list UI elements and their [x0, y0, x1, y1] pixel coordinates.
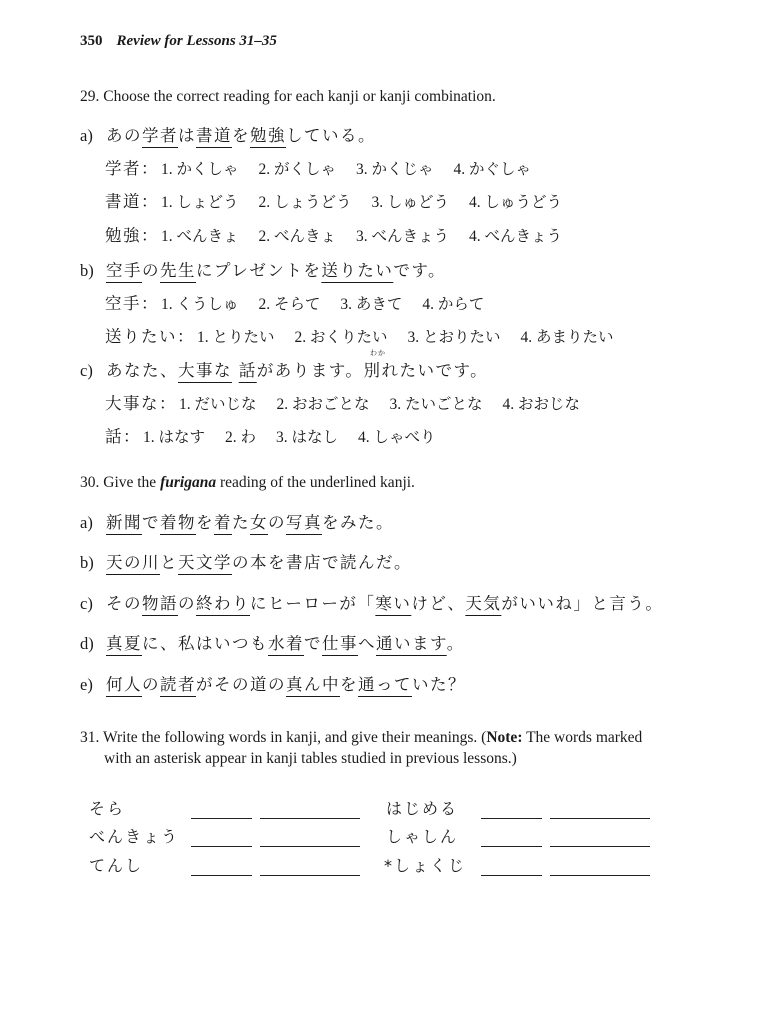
underlined-kanji: 先生 — [160, 261, 196, 280]
option-term: 空手： — [105, 294, 159, 313]
option: 2. わ — [225, 429, 257, 446]
underlined-kanji: 通います — [376, 634, 447, 653]
text: を — [232, 126, 250, 145]
text: その — [106, 594, 142, 613]
furigana-ruby: わか — [370, 349, 386, 357]
emphasis: furigana — [160, 474, 217, 491]
q31-word: べんきょう — [89, 827, 180, 846]
note-label: Note: — [486, 729, 523, 746]
option: 3. しゅどう — [371, 194, 450, 211]
text: の — [142, 261, 160, 280]
q29-b-sentence — [80, 257, 446, 281]
underlined-kanji: 終わり — [196, 594, 250, 613]
q30-item-label: e) — [80, 675, 93, 694]
underlined-kanji: 写真 — [286, 513, 322, 532]
underlined-kanji: 話 — [238, 361, 257, 380]
option: 1. くうしゅ — [161, 296, 239, 313]
meaning-blank[interactable] — [260, 875, 360, 876]
option: 1. はなす — [143, 429, 206, 446]
text: にプレゼントを — [196, 261, 322, 280]
q30-item — [80, 630, 465, 654]
page-header — [80, 33, 277, 50]
option: 3. べんきょう — [356, 228, 450, 245]
text: は — [178, 126, 196, 145]
underlined-kanji: 何人 — [106, 675, 142, 694]
option-row — [105, 188, 580, 212]
option: 1. かくしゃ — [161, 161, 239, 178]
text: いた？ — [412, 675, 466, 694]
option: 3. かくじゃ — [356, 161, 434, 178]
text: 30. Give the — [80, 474, 161, 491]
underlined-kanji: 天気 — [465, 594, 502, 613]
option: 4. あまりたい — [520, 329, 614, 346]
q31-prompt-line1 — [80, 729, 642, 747]
q31-word: はじめる — [386, 799, 459, 818]
q30-item — [80, 549, 412, 573]
option: 1. べんきょ — [161, 228, 239, 245]
text: で — [304, 634, 322, 653]
q30-item-label: b) — [80, 553, 94, 572]
option: 3. たいごとな — [389, 396, 483, 413]
q29-c-label: c) — [80, 361, 93, 380]
underlined-kanji: 勉強 — [250, 126, 286, 145]
kanji-blank[interactable] — [481, 818, 542, 819]
text: の本を書店で読んだ。 — [232, 553, 412, 572]
option: 4. おおじな — [502, 396, 581, 413]
option-row — [105, 290, 502, 314]
option: 1. とりたい — [197, 329, 275, 346]
underlined-kanji: 女 — [250, 513, 268, 532]
option: 2. しょうどう — [258, 194, 352, 211]
text: している。 — [286, 126, 376, 145]
q30-item — [80, 509, 394, 533]
text: た — [232, 513, 250, 532]
meaning-blank[interactable] — [260, 846, 360, 847]
q31-word: *しょくじ — [384, 856, 467, 875]
underlined-kanji: 真夏 — [106, 634, 142, 653]
text: 31. Write the following words in kanji, and give their meanings. ( — [80, 729, 487, 746]
q29-prompt: 29. Choose the correct reading for each kanji or kanji combination. — [80, 88, 496, 105]
text: です。 — [393, 261, 447, 280]
option: 2. がくしゃ — [258, 161, 337, 178]
text: けど、 — [411, 594, 466, 613]
q29-b-label: b) — [80, 261, 94, 280]
meaning-blank[interactable] — [550, 818, 650, 819]
q29-a-label: a) — [80, 126, 93, 145]
underlined-kanji: 学者 — [142, 126, 178, 145]
q31-word: しゃしん — [386, 827, 459, 846]
text: あの — [106, 126, 142, 145]
option: 2. おくりたい — [294, 329, 388, 346]
option-term: 話： — [105, 427, 141, 446]
text: と — [160, 553, 178, 572]
q30-item-label: a) — [80, 513, 93, 532]
underlined-kanji: 仕事 — [322, 634, 358, 653]
underlined-kanji: 読者 — [160, 675, 196, 694]
text: 。 — [446, 634, 465, 653]
kanji-blank[interactable] — [481, 875, 542, 876]
text: で — [142, 513, 160, 532]
text: に、私はいつも — [142, 634, 268, 653]
underlined-kanji: 水着 — [268, 634, 304, 653]
kanji-blank[interactable] — [191, 875, 252, 876]
meaning-blank[interactable] — [550, 846, 650, 847]
q30-item — [80, 671, 466, 695]
underlined-kanji: 新聞 — [106, 513, 142, 532]
option-row — [105, 323, 632, 347]
option: 4. かぐしゃ — [453, 161, 532, 178]
underlined-kanji: 真ん中 — [286, 675, 340, 694]
option: 3. とおりたい — [407, 329, 501, 346]
option: 1. しょどう — [161, 194, 239, 211]
text: あなた、 — [106, 361, 178, 380]
q31-prompt-line2: with an asterisk appear in kanji tables studied in previous lessons.) — [104, 750, 517, 767]
option: 4. しゅうどう — [469, 194, 563, 211]
underlined-kanji: 着 — [214, 513, 232, 532]
text: があります。 — [256, 361, 364, 380]
option-row — [105, 222, 580, 246]
q29-a-sentence — [80, 122, 376, 146]
option: 1. だいじな — [179, 396, 257, 413]
q30-item — [80, 590, 663, 614]
option-row — [105, 423, 454, 447]
q30-prompt — [80, 474, 415, 492]
text: へ — [358, 634, 376, 653]
underlined-kanji: 通って — [358, 675, 412, 694]
meaning-blank[interactable] — [550, 875, 650, 876]
meaning-blank[interactable] — [260, 818, 360, 819]
underlined-kanji: 送りたい — [321, 261, 394, 280]
option: 3. あきて — [340, 296, 403, 313]
text: 別れたいです。 — [363, 361, 489, 380]
q31-word: そら — [89, 799, 126, 818]
underlined-kanji: 空手 — [106, 261, 142, 280]
page-title: Review for Lessons 31–35 — [116, 33, 277, 49]
option: 2. おおごとな — [276, 396, 370, 413]
text: にヒーローが「 — [250, 594, 376, 613]
text: の — [142, 675, 160, 694]
text: の — [268, 513, 286, 532]
option-row — [105, 390, 598, 414]
text: をみた。 — [322, 513, 394, 532]
text: の — [178, 594, 196, 613]
option-term: 書道： — [105, 192, 159, 211]
text — [232, 361, 239, 380]
q31-word: てんし — [89, 856, 144, 875]
q30-item-label: c) — [80, 594, 93, 613]
option: 2. べんきょ — [258, 228, 337, 245]
text: The words marked — [522, 729, 643, 746]
underlined-kanji: 着物 — [160, 513, 196, 532]
option-row — [105, 155, 549, 179]
option: 4. からて — [422, 296, 485, 313]
kanji-blank[interactable] — [191, 846, 252, 847]
text: reading of the underlined kanji. — [216, 474, 415, 491]
underlined-kanji: 書道 — [196, 126, 232, 145]
q30-item-label: d) — [80, 634, 94, 653]
option: 4. べんきょう — [469, 228, 563, 245]
option: 3. はなし — [276, 429, 339, 446]
underlined-kanji: 天の川 — [106, 553, 160, 572]
option: 2. そらて — [258, 296, 321, 313]
text: がその道の — [196, 675, 286, 694]
q29-c-sentence — [80, 357, 488, 381]
underlined-kanji: 大事な — [178, 361, 232, 380]
text: がいいね」と言う。 — [501, 594, 664, 613]
option-term: 学者： — [105, 159, 159, 178]
option-term: 勉強： — [105, 226, 159, 245]
underlined-kanji: 物語 — [142, 594, 178, 613]
option: 4. しゃべり — [358, 429, 436, 446]
page-number: 350 — [80, 33, 103, 49]
kanji-blank[interactable] — [481, 846, 542, 847]
text: を — [340, 675, 358, 694]
kanji-blank[interactable] — [191, 818, 252, 819]
option-term: 大事な： — [105, 394, 177, 413]
option-term: 送りたい： — [105, 327, 195, 346]
underlined-kanji: 寒い — [375, 594, 412, 613]
text: を — [196, 513, 214, 532]
underlined-kanji: 天文学 — [178, 553, 232, 572]
